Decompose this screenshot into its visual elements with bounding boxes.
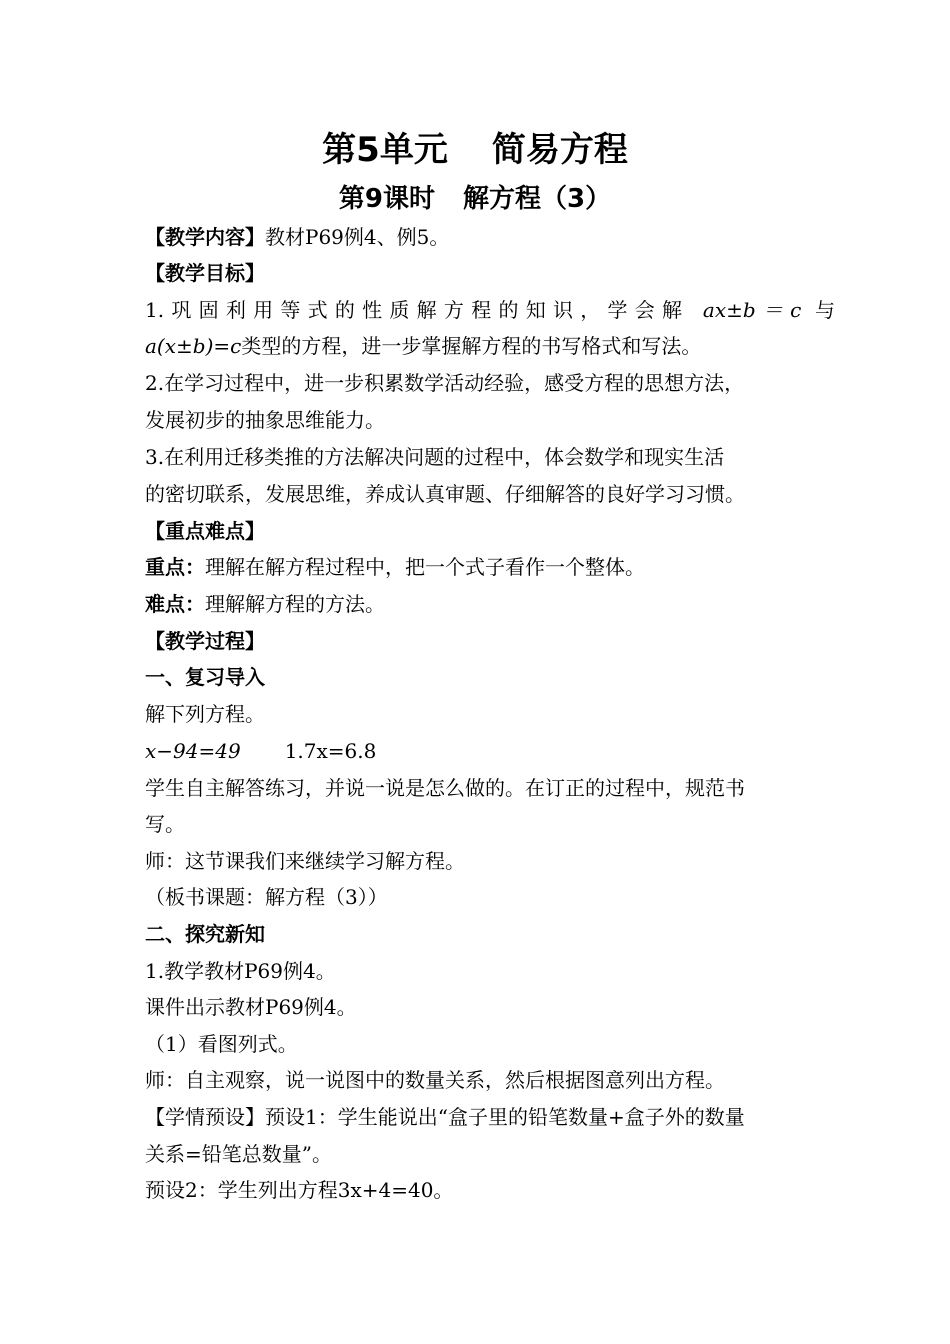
preset-1-line-2: 关系=铅笔总数量”。: [145, 1142, 332, 1166]
review-practice-line-2: 写。: [145, 812, 185, 836]
review-equations: [145, 737, 835, 765]
section-label: 【教学内容】: [145, 225, 265, 249]
goal-2-line-1: 2.在学习过程中，进一步积累数学活动经验，感受方程的思想方法，: [145, 371, 745, 395]
review-instruction: 解下列方程。: [145, 702, 265, 726]
goal-1-line-1: 1.巩固利用等式的性质解方程的知识，学会解 ax±b＝c 与: [145, 298, 835, 322]
equation-1: x−94=49: [145, 739, 241, 763]
section-1-heading: 一、复习导入: [145, 665, 265, 689]
lesson-title: 第9课时 解方程（3）: [338, 184, 612, 214]
preset-2: 预设2：学生列出方程3x+4=40。: [145, 1178, 454, 1202]
example-4-heading: 1.教学教材P69例4。: [145, 959, 336, 983]
goal-2-line-2: 发展初步的抽象思维能力。: [145, 408, 385, 432]
difficult-point: 难点：理解解方程的方法。: [145, 592, 385, 616]
key-point: 重点：理解在解方程过程中，把一个式子看作一个整体。: [145, 555, 645, 579]
unit-title: 第5单元 简易方程: [322, 130, 628, 170]
preset-1-line-1: 【学情预设】预设1：学生能说出“盒子里的铅笔数量+盒子外的数量: [145, 1105, 745, 1129]
board-title: （板书课题：解方程（3））: [145, 885, 388, 909]
goal-3-line-2: 的密切联系，发展思维，养成认真审题、仔细解答的良好学习习惯。: [145, 482, 745, 506]
goal-3-line-1: 3.在利用迁移类推的方法解决问题的过程中，体会数学和现实生活: [145, 445, 725, 469]
example-4-show: 课件出示教材P69例4。: [145, 995, 357, 1019]
teacher-prompt: 师：自主观察，说一说图中的数量关系，然后根据图意列出方程。: [145, 1068, 725, 1092]
section-2-heading: 二、探究新知: [145, 922, 265, 946]
goal-1-line-2: a(x±b)=c类型的方程，进一步掌握解方程的书写格式和写法。: [145, 334, 702, 358]
review-practice-line-1: 学生自主解答练习，并说一说是怎么做的。在订正的过程中，规范书: [145, 776, 745, 800]
teacher-intro: 师：这节课我们来继续学习解方程。: [145, 849, 465, 873]
equation-2: 1.7x=6.8: [284, 739, 377, 763]
goals-heading: 【教学目标】: [145, 261, 265, 285]
step-1: （1）看图列式。: [145, 1032, 298, 1056]
key-points-heading: 【重点难点】: [145, 519, 265, 543]
process-heading: 【教学过程】: [145, 629, 265, 653]
teaching-content: 【教学内容】教材P69例4、例5。: [145, 225, 450, 249]
